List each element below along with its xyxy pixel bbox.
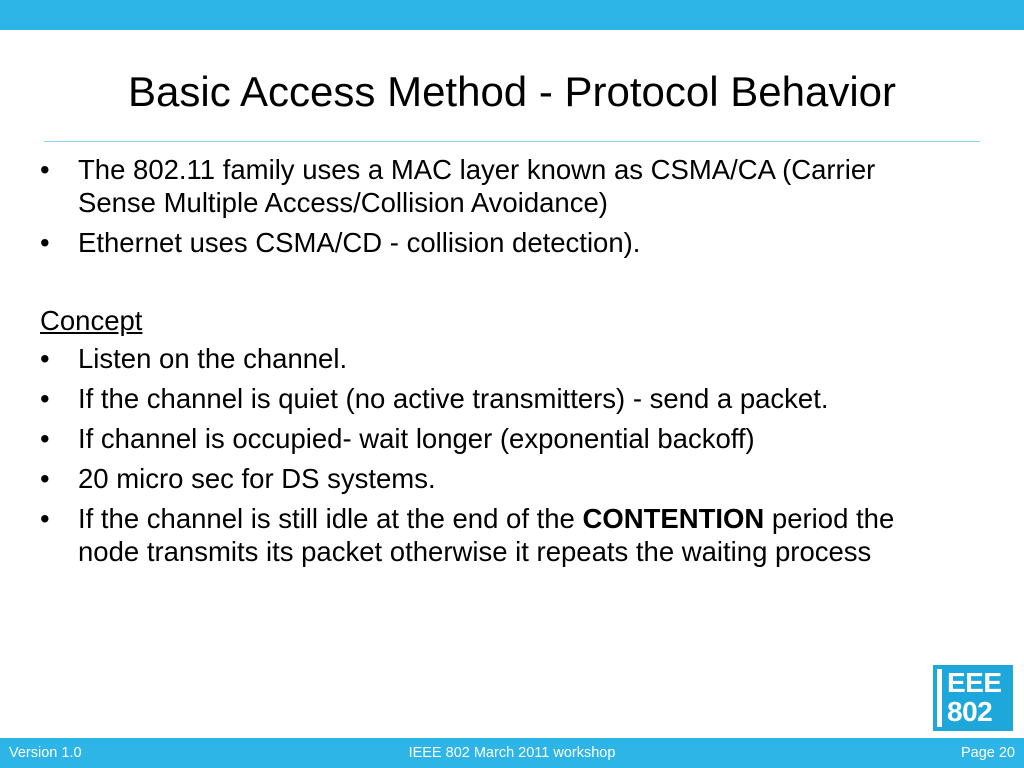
list-item — [40, 382, 960, 415]
bullet-text: The 802.11 family uses a MAC layer known as CSMA/CA (Carrier Sense Multiple Access/Collision Avoidance) — [78, 154, 876, 218]
list-item — [40, 153, 960, 219]
bullet-icon: • — [40, 154, 50, 185]
logo-line-1: EEE — [947, 667, 1002, 698]
footer-bar — [0, 738, 1024, 768]
slide-title: Basic Access Method - Protocol Behavior — [127, 68, 897, 115]
footer-event: IEEE 802 March 2011 workshop — [408, 745, 616, 761]
bullet-icon: • — [40, 343, 50, 374]
list-item — [40, 226, 960, 259]
logo-bar-icon — [937, 669, 942, 727]
bullet-text: If channel is occupied- wait longer (exponential backoff) — [78, 423, 755, 454]
list-item — [40, 502, 960, 568]
contention-keyword: CONTENTION — [582, 503, 765, 534]
logo-line-2: 802 — [947, 696, 993, 727]
bullet-text: 20 micro sec for DS systems. — [78, 463, 436, 494]
bullet-text-part: period the node transmits its packet otherwise it repeats the waiting process — [78, 503, 895, 567]
footer-version: Version 1.0 — [9, 745, 82, 761]
bullet-text — [78, 503, 894, 567]
list-item — [40, 422, 960, 455]
bullet-text-part: If the channel is still idle at the end of the — [78, 503, 583, 534]
bullet-text: Ethernet uses CSMA/CD - collision detection). — [78, 227, 641, 258]
concept-heading: Concept — [40, 305, 143, 336]
list-item — [40, 342, 960, 375]
bullet-text: If the channel is quiet (no active transmitters) - send a packet. — [78, 383, 829, 414]
ieee-802-logo — [933, 665, 1013, 731]
slide-body — [40, 153, 960, 575]
top-accent-bar — [0, 0, 1024, 30]
bullet-text: Listen on the channel. — [78, 343, 348, 374]
bullet-icon: • — [40, 423, 50, 454]
title-divider — [44, 141, 980, 142]
intro-bullet-list — [40, 153, 960, 259]
list-item — [40, 462, 960, 495]
footer-page-number: Page 20 — [960, 745, 1015, 761]
bullet-icon: • — [40, 227, 50, 258]
concept-bullet-list — [40, 342, 960, 568]
bullet-icon: • — [40, 463, 50, 494]
bullet-icon: • — [40, 383, 50, 414]
bullet-icon: • — [40, 503, 50, 534]
